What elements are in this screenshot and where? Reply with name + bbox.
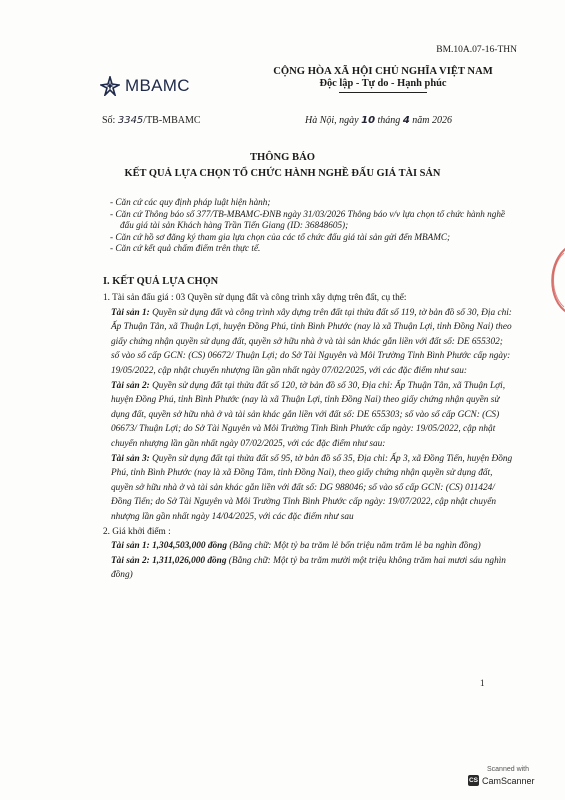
mbamc-logo	[100, 76, 190, 96]
asset-paragraph	[103, 306, 513, 379]
national-header	[238, 66, 528, 93]
date-month-label: tháng	[377, 115, 401, 126]
legal-bases	[110, 197, 510, 255]
asset-text: Quyền sử dụng đất tại thửa đất số 95, tờ bản đồ số 35, Địa chỉ: Ấp 3, xã Đồng Tiến, huyện Đồng Phú, tỉnh Bình Phước (nay là xã Đồng Tâm, tỉnh Đồng Nai), theo giấy chứng nhận quyền sử dụng đất, quyền sở hữu nhà ở và tài sản khác gắn liền với đất số: DG 988046; số vào sổ cấp GCN: (CS) 011424/ Đồng Tiến; do Sở Tài Nguyên và Môi Trường Tỉnh Bình Phước cấp ngày: 19/07/2022, cập nhật chuyển nhượng lần gần nhất ngày 14/04/2025, với các đặc điểm như sau	[111, 453, 513, 522]
document-number	[102, 115, 201, 126]
price-amount: 1,304,503,000 đồng	[152, 541, 227, 552]
date-prefix: Hà Nội, ngày	[305, 115, 359, 126]
nation-line1: CỘNG HÒA XÃ HỘI CHỦ NGHĨA VIỆT NAM	[273, 66, 493, 77]
section-body	[103, 291, 513, 583]
price-label: Tài sản 1:	[111, 541, 150, 552]
camscanner-icon: CS	[468, 777, 479, 784]
item-assets: 1. Tài sản đấu giá : 03 Quyền sử dụng đất và công trình xây dựng trên đất, cụ thể:	[103, 293, 407, 303]
asset-paragraph	[103, 452, 513, 525]
document-title: THÔNG BÁO	[249, 152, 316, 163]
price-amount: 1,311,026,000 đồng	[152, 555, 227, 566]
document-date	[305, 115, 452, 126]
scanner-watermark	[468, 766, 548, 786]
page-number: 1	[480, 678, 485, 688]
header-rule	[339, 92, 427, 93]
asset-text: Quyền sử dụng đất và công trình xây dựng trên đất tại thửa đất số 119, tờ bản đồ số 30, Địa chỉ: Ấp Thuận Tân, xã Thuận Lợi, huyện Đồng Phú, tỉnh Bình Phước (nay là xã Thuận Lợi, tỉnh Đồng Nai) theo giấy chứng nhận quyền sử dụng đất, quyền sở hữu nhà ở và tài sản khác gắn liền với đất số: DE 655302; số vào sổ cấp GCN: (CS) 06672/ Thuận Lợi; do Sở Tài Nguyên và Môi Trường Tỉnh Bình Phước cấp ngày: 19/05/2022, cập nhật chuyển nhượng lần gần nhất ngày 07/02/2025, với các đặc điểm như sau:	[111, 307, 512, 376]
number-handwritten: 3345	[117, 115, 144, 126]
asset-label: Tài sản 3:	[111, 453, 150, 464]
number-prefix: Số:	[102, 115, 116, 126]
nation-line2: Độc lập - Tự do - Hạnh phúc	[319, 78, 447, 89]
date-month: 4	[402, 115, 410, 126]
basis-item: - Căn cứ hồ sơ đăng ký tham gia lựa chọn của các tổ chức đấu giá tài sản gửi đến MBAMC;	[110, 231, 451, 242]
number-suffix: /TB-MBAMC	[143, 115, 201, 126]
scanner-caption: Scanned with	[486, 766, 530, 773]
basis-item: - Căn cứ kết quả chấm điểm trên thực tế.	[110, 243, 261, 253]
price-paragraph	[103, 554, 513, 583]
basis-item: - Căn cứ Thông báo số 377/TB-MBAMC-ĐNB ngày 31/03/2026 Thông báo v/v lựa chọn tổ chức hành nghề đấu giá tài sản Khách hàng Trần Tiến Giang (ID: 36848605);	[110, 208, 505, 230]
price-paragraph	[103, 539, 513, 554]
item-starting-price: 2. Giá khởi điểm :	[103, 526, 171, 537]
logo-text: MBAMC	[125, 76, 190, 95]
asset-text: Quyền sử dụng đất tại thửa đất số 120, tờ bản đồ số 30, Địa chỉ: Ấp Thuận Tân, xã Thuận Lợi, huyện Đồng Phú, tỉnh Bình Phước (nay là xã Thuận Lợi, tỉnh Đồng Nai) theo giấy chứng nhận quyền sử dụng đất, quyền sở hữu nhà ở và tài sản khác gắn liền với đất số: DE 655303; số vào sổ cấp GCN: (CS) 06673/ Thuận Lợi; do Sở Tài Nguyên và Môi Trường Tỉnh Bình Phước cấp ngày: 19/05/2022, cập nhật chuyển nhượng lần gần nhất ngày 07/02/2025, với các đặc điểm như sau:	[111, 380, 506, 449]
red-stamp-mark	[538, 245, 565, 315]
asset-label: Tài sản 1:	[111, 307, 150, 318]
asset-paragraph	[103, 379, 513, 452]
section-heading: I. KẾT QUẢ LỰA CHỌN	[103, 276, 219, 287]
date-year: năm 2026	[412, 115, 453, 126]
star-logo-icon	[100, 76, 120, 96]
date-day: 10	[361, 115, 376, 126]
scanner-brand	[468, 775, 548, 786]
price-words: (Bằng chữ: Một tỷ ba trăm lẻ bốn triệu năm trăm lẻ ba nghìn đồng)	[229, 541, 481, 552]
price-words: (Bằng chữ: Một tỷ ba trăm mười một triệu không trăm hai mươi sáu nghìn đồng)	[111, 555, 506, 581]
price-label: Tài sản 2:	[111, 555, 150, 566]
document-code: BM.10A.07-16-THN	[436, 45, 517, 55]
document-subtitle: KẾT QUẢ LỰA CHỌN TỔ CHỨC HÀNH NGHỀ ĐẤU GIÁ TÀI SẢN	[124, 168, 441, 179]
asset-label: Tài sản 2:	[111, 380, 150, 391]
scanner-name: CamScanner	[482, 775, 535, 786]
basis-item: - Căn cứ các quy định pháp luật hiện hành;	[110, 197, 271, 207]
